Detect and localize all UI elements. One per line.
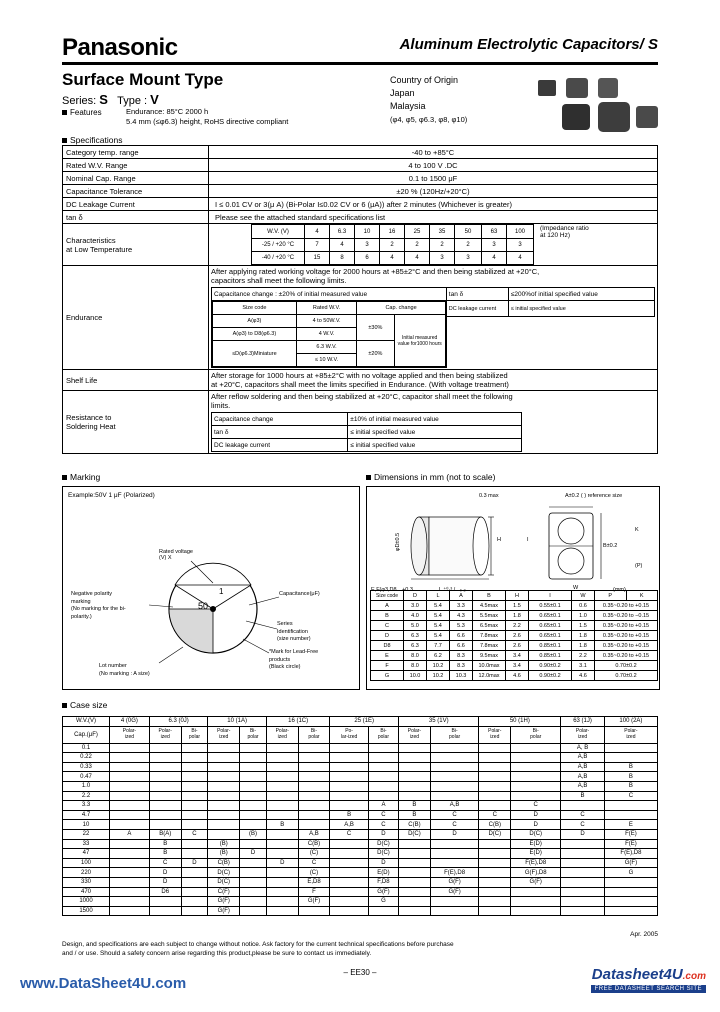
table-row: 0.33 A,B B <box>63 762 658 772</box>
table-row: DC leakage current ≤ initial specified value <box>212 439 522 452</box>
dim-note-i: I <box>527 537 529 543</box>
table-row: 1500 G(F) <box>63 906 658 916</box>
dim-note-ref: A±0.2 ( ) reference size <box>565 493 623 499</box>
table-row: 10 B A,B C C(B) C C(B) D C E <box>63 820 658 830</box>
low-temperature-row: Characteristics at Low Temperature W.V. (V) 4 6.3 10 16 25 35 50 63 100 (Impedance ratio at 120 Hz) -25 / +20 °C 7 4 3 2 2 2 2 3 3 -40 / +20 °C 15 8 6 4 4 3 3 4 4 <box>63 224 658 266</box>
dim-note-b: B±0.2 <box>603 543 618 549</box>
bullet-square-icon <box>62 475 67 480</box>
bullet-square-icon <box>62 110 67 115</box>
table-row: Size code Rated W.V. Cap. change A(φ3) 4 to 50W.V. ±30% Initial measured value for1000 hours A(φ3) to D8(φ6.3) 4 W.V. ≤D(φ6.3)Miniature 6.3 W.V. ±20% ≤ 10 W.V. DC leakage current ≤ initial specified value <box>212 301 655 317</box>
series-line: Series: S Type : V <box>62 92 159 107</box>
table-row: Category temp. range -40 to +85°C <box>63 146 658 159</box>
table-row: Capacitance Tolerance ±20 % (120Hz/+20°C) <box>63 185 658 198</box>
table-row: tan δ ≤ initial specified value <box>212 426 522 439</box>
country-of-origin: Country of Origin Japan Malaysia (φ4, φ5, φ6.3, φ8, φ10) <box>390 75 468 124</box>
table-row: 470 D6 C(F) F G(F) G(F) <box>63 887 658 897</box>
table-row: DC Leakage Current I ≤ 0.01 CV or 3(μ A) (Bi-Polar I≤0.02 CV or 6 (μA)) after 2 minutes (Whichever is greater) <box>63 198 658 211</box>
table-row: 100 C D C(B) D C D F(E),D8 G(F) <box>63 858 658 868</box>
endurance-row: Endurance After applying rated working voltage for 2000 hours at +85±2°C and then being stabilized at +20°C, capacitors shall meet the following limits. Capacitance change : ±20% of initial measured value tan δ ≤200%of initial specified value Size code Rated W.V. Cap. change A(φ3) 4 to 50W.V. ±30% Initial measured value for1000 hours A(φ3) to D8(φ6.3) 4 W.V. ≤D(φ6.3)Miniature 6.3 W.V. ±20% ≤ 10 W.V. DC leakage current ≤ initial specified value <box>63 266 658 370</box>
capacitance-label: Capacitance(μF) <box>279 591 320 597</box>
table-row: A(φ3) to D8(φ6.3) 4 W.V. <box>213 328 446 341</box>
marking-label: Marking <box>62 472 100 482</box>
bullet-square-icon <box>366 475 371 480</box>
table-row: 22 A B(A) C (B) A,B C D D(C) D D(C) D(C) D F(E) <box>63 829 658 839</box>
features-text: Endurance: 85°C 2000 h 5.4 mm (≤φ6.3) height, RoHS directive compliant <box>126 107 289 126</box>
table-row: Capacitance change : ±20% of initial measured value tan δ ≤200%of initial specified value <box>212 288 655 301</box>
table-row: ≤D(φ6.3)Miniature 6.3 W.V. ±20% <box>213 341 446 354</box>
table-row: 1.0 A,B B <box>63 781 658 791</box>
dim-note-phi: φD±0.5 <box>395 532 402 552</box>
table-row: 47 B (B) D (C) D(C) E(D) F(E),D8 <box>63 849 658 859</box>
table-row: G 10.0 10.2 10.3 12.0max 4.6 0.90±0.2 4.6 0.70±0.2 <box>371 671 658 681</box>
footer-date: Apr. 2005 <box>630 931 658 938</box>
dim-note-p: (P) <box>635 563 643 569</box>
table-header-row: Cap.(μF) Polar- ized Polar- ized Bi- polar Polar- ized Bi- polar Polar- ized Bi- polar Po- lar-ized Bi- polar Polar- ized Bi- polar Polar- ized Bi- polar Polar- ized Polar- ized <box>63 726 658 743</box>
bullet-square-icon <box>62 138 67 143</box>
table-row: B 4.0 5.4 4.3 5.5max 1.8 0.65±0.1 1.0 0.35~0.20 to −0.15 <box>371 611 658 621</box>
table-row: Rated W.V. Range 4 to 100 V .DC <box>63 159 658 172</box>
page-number: – EE30 – <box>343 968 377 977</box>
table-header-row: Size code D L A B H I W P K <box>371 591 658 601</box>
dim-unit: (mm) <box>613 587 626 593</box>
watermark-right: Datasheet4U.com FREE DATASHEET SEARCH SITE <box>591 966 706 992</box>
specifications-table <box>62 145 658 454</box>
rated-voltage-label: Rated voltage (V) X <box>159 549 193 561</box>
dial-voltage-value: 50 <box>198 601 209 611</box>
table-row: Capacitance change ±10% of initial measured value <box>212 413 522 426</box>
lead-free-note: *Mark for Lead-Free products (Black circle) <box>269 649 319 670</box>
marking-panel <box>62 486 360 690</box>
table-row: 330 D D(C) E,D8 F,D8 G(F) G(F) <box>63 877 658 887</box>
dim-note-k: K <box>635 527 639 533</box>
table-row: 3.3 A B A,B C <box>63 801 658 811</box>
specifications-label: Specifications <box>62 135 122 145</box>
negative-polarity-note: Negative polarity marking (No marking for the bi- polarity.) <box>71 591 126 620</box>
table-row: 1000 G(F) G(F) G <box>63 897 658 907</box>
table-row: -25 / +20 °C 7 4 3 2 2 2 2 3 3 <box>252 239 592 252</box>
soldering-heat-row: Resistance to Soldering Heat After reflow soldering and then being stabilized at +20°C, capacitor shall meet the following limits. Capacitance change ±10% of initial measured value tan δ ≤ initial specified value DC leakage current ≤ initial specified value <box>63 391 658 454</box>
table-row: 0.22 A,B <box>63 753 658 763</box>
shelf-life-row: Shelf Life After storage for 1000 hours at +85±2°C with no voltage applied and then being stabilized at +20°C, capacitors shall meet the limits specified in Endurance. (With voltage treatment) <box>63 370 658 391</box>
document-category: Aluminum Electrolytic Capacitors/ S <box>399 36 658 53</box>
features-label: Features <box>62 108 102 117</box>
dim-note-w: W <box>573 585 579 591</box>
table-row: D 6.3 5.4 6.6 7.8max 2.6 0.65±0.1 1.8 0.35~0.20 to +0.15 <box>371 631 658 641</box>
dial-cap-value: 1 <box>219 587 224 596</box>
series-identification-label: Series Identification (size number) <box>277 621 311 642</box>
table-row: A(φ3) 4 to 50W.V. ±30% Initial measured value for1000 hours <box>213 315 446 328</box>
dimensions-label: Dimensions in mm (not to scale) <box>366 472 495 482</box>
footer-disclaimer: Design, and specifications are each subject to change without notice. Ask factory for the current technical specifications before purchase and / or use. Should a safety concern arise regarding this product,please be sure to contact us immediately. <box>62 941 454 957</box>
dim-note-h: H <box>497 537 501 543</box>
table-row: Nominal Cap. Range 0.1 to 1500 μF <box>63 172 658 185</box>
case-size-label: Case size <box>62 700 107 710</box>
dimensions-table <box>370 590 658 681</box>
table-row: ≤ 10 W.V. <box>213 354 446 367</box>
table-row: 33 B (B) C(B) D(C) E(D) F(E) <box>63 839 658 849</box>
lot-number-note: Lot number (No marking : A size) <box>99 663 150 677</box>
table-row: 2.2 B C <box>63 791 658 801</box>
table-row: D8 6.3 7.7 6.6 7.8max 2.6 0.85±0.1 1.8 0.35~0.20 to +0.15 <box>371 641 658 651</box>
table-row: 0.1 A, B <box>63 743 658 753</box>
watermark-bar: FREE DATASHEET SEARCH SITE <box>591 985 706 993</box>
table-header-row: W.V.(V) 4 (0G) 6.3 (0J) 10 (1A) 16 (1C) 25 (1E) 35 (1V) 50 (1H) 63 (1J) 100 (2A) <box>63 717 658 727</box>
dim-note-ef: E,F(φ3,D8…+0.3 <box>371 587 413 593</box>
page-title: Surface Mount Type <box>62 70 224 89</box>
header-divider <box>62 62 658 65</box>
table-row: tan δ Please see the attached standard specifications list <box>63 211 658 224</box>
watermark-left: www.DataSheet4U.com <box>20 975 187 992</box>
dim-note-max: 0.3 max <box>479 493 499 499</box>
dim-note-l: L ⁺⁰·³ / ₋₀.₂ <box>439 587 466 593</box>
table-row: 0.47 A,B B <box>63 772 658 782</box>
table-row: Size code Rated W.V. Cap. change <box>213 302 446 315</box>
case-size-table <box>62 716 658 916</box>
marking-example-label: Example:50V 1 μF (Polarized) <box>68 492 155 499</box>
table-row: E 8.0 6.2 8.3 9.5max 3.4 0.85±0.1 2.2 0.35~0.20 to +0.15 <box>371 651 658 661</box>
table-row: 4.7 B C B C C D C <box>63 810 658 820</box>
panasonic-logo: Panasonic <box>62 34 178 61</box>
table-row: A 3.0 5.4 3.3 4.5max 1.5 0.55±0.1 0.6 0.35~0.20 to +0.15 <box>371 601 658 611</box>
table-row: F 8.0 10.2 8.3 10.0max 3.4 0.90±0.2 3.1 0.70±0.2 <box>371 661 658 671</box>
table-row: C 5.0 5.4 5.3 6.5max 2.2 0.65±0.1 1.5 0.35~0.20 to +0.15 <box>371 621 658 631</box>
low-temperature-table <box>209 224 657 265</box>
capacitor-photo-group <box>532 76 658 132</box>
table-row: -40 / +20 °C 15 8 6 4 4 3 3 4 4 <box>252 252 592 265</box>
table-row: W.V. (V) 4 6.3 10 16 25 35 50 63 100 (Impedance ratio at 120 Hz) <box>252 225 592 239</box>
table-row: 220 D D(C) (C) E(D) F(E),D8 G(F),D8 G <box>63 868 658 878</box>
bullet-square-icon <box>62 703 67 708</box>
